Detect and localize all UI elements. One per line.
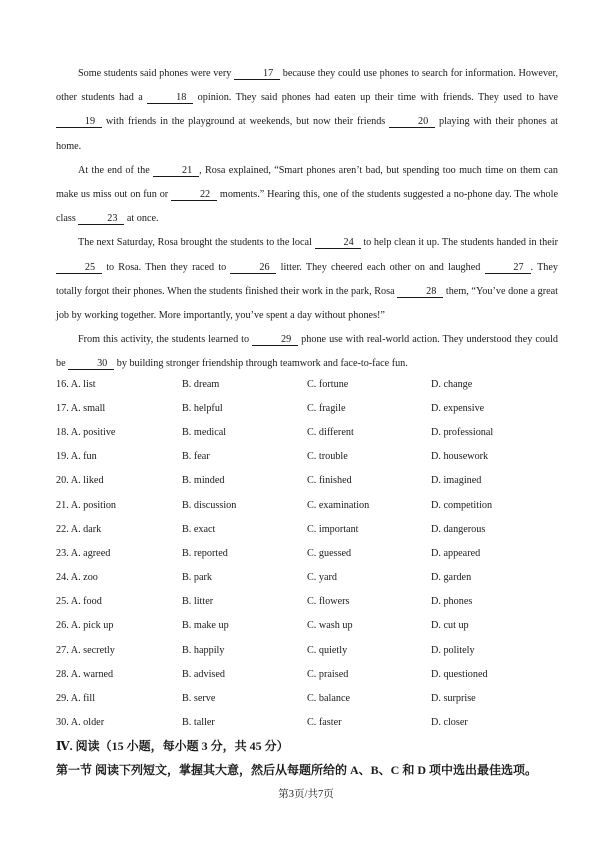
option-choice: B. advised [182,668,226,680]
option-choice: C. yard [307,572,337,584]
answer-options-table [56,372,566,735]
option-choice: B. taller [182,717,215,729]
section-instruction: 第一节 阅读下列短文，掌握其大意，然后从每题所给的 A、B、C 和 D 项中选出最佳选项。 [56,763,538,777]
blank-23: 23 [78,213,124,225]
option-choice: 22. A. dark [56,523,102,535]
option-row [56,711,566,735]
option-choice: C. fragile [307,402,346,414]
option-choice: D. phones [431,596,473,608]
option-choice: B. discussion [182,499,237,511]
passage-text: Some students said phones were very [78,68,235,79]
option-choice: 25. A. food [56,596,102,608]
section-heading: Ⅳ. 阅读（15 小题，每小题 3 分，共 45 分） [56,739,289,753]
passage-text: by building stronger friendship through teamwork and face-to-face fun. [114,358,408,370]
option-choice: D. housework [431,451,489,463]
option-choice: 24. A. zoo [56,572,98,584]
passage-text: at once. [124,213,159,225]
passage-paragraph-1 [56,62,558,159]
option-choice: B. happily [182,644,225,656]
blank-24: 24 [315,237,361,249]
option-row [56,638,566,662]
passage-text: At the end of the [78,164,154,176]
option-row [56,662,566,686]
option-choice: 20. A. liked [56,475,104,487]
option-choice: D. appeared [431,547,481,559]
blank-27: 27 [485,262,531,274]
option-choice: B. dream [182,378,220,390]
blank-30: 30 [68,358,114,370]
passage-text: because they could use phones to search for information. However, other students had a [56,68,559,104]
option-choice: 16. A. list [56,378,96,390]
blank-17: 17 [234,68,280,80]
blank-25: 25 [56,262,102,274]
blank-21: 21 [153,165,199,177]
option-choice: B. serve [182,693,216,705]
option-choice: D. surprise [431,693,476,705]
option-choice: 30. A. older [56,717,105,729]
passage-text: opinion. They said phones had eaten up their time with friends. They used to have [193,92,558,104]
passage-text: to help clean it up. The students handed in their [360,237,558,249]
option-choice: C. fortune [307,378,349,390]
option-row [56,614,566,638]
passage-paragraph-3 [56,231,558,328]
passage-text: playing with their phones at home. [56,116,558,152]
option-row [56,566,566,590]
passage-text: , Rosa explained, “Smart phones aren’t bad, but spending too much time on them can make us miss out on fun or [56,164,558,201]
option-choice: C. trouble [307,451,348,463]
page-number: 第3页/共7页 [278,789,334,800]
option-row [56,686,566,710]
option-row [56,420,566,444]
option-choice: B. fear [182,451,210,463]
option-choice: 27. A. secretly [56,644,115,656]
option-choice: C. important [307,523,359,535]
option-choice: 28. A. warned [56,668,114,680]
option-row [56,493,566,517]
option-choice: D. closer [431,717,468,729]
blank-19: 19 [56,116,102,128]
option-choice: B. litter [182,596,214,608]
passage-text: to Rosa. Then they raced to [102,261,231,273]
option-choice: B. reported [182,547,228,559]
option-choice: D. expensive [431,402,485,414]
option-row [56,396,566,420]
option-choice: C. guessed [307,547,352,559]
option-choice: B. minded [182,475,225,487]
option-choice: D. change [431,378,473,390]
passage-text: them, “You’ve done a great job by working together. More importantly, you’ve spent a day without phones!” [56,285,559,322]
option-row [56,541,566,565]
option-choice: D. garden [431,572,472,584]
option-choice: 29. A. fill [56,693,96,705]
option-choice: B. helpful [182,402,223,414]
option-choice: B. exact [182,523,216,535]
option-choice: D. professional [431,426,494,438]
option-row [56,372,566,396]
option-choice: D. cut up [431,620,469,632]
option-choice: C. different [307,426,354,438]
blank-18: 18 [147,92,193,104]
option-choice: B. make up [182,620,229,632]
option-row [56,469,566,493]
option-choice: C. wash up [307,620,353,632]
passage-text: litter. They cheered each other on and laughed [276,261,485,273]
cloze-passage [56,62,558,377]
passage-text: From this activity, the students learned to [78,334,253,346]
option-choice: D. dangerous [431,523,486,535]
option-choice: B. medical [182,426,227,438]
blank-29: 29 [252,334,298,346]
option-choice: C. quietly [307,644,348,656]
passage-text: The next Saturday, Rosa brought the students to the local [78,237,315,249]
option-row [56,445,566,469]
option-choice: D. politely [431,644,475,656]
option-choice: D. imagined [431,475,482,487]
passage-text: phone use with real-world action. They understood they could be [56,334,558,370]
passage-paragraph-4 [56,328,558,376]
blank-20: 20 [389,116,435,128]
passage-text: . They totally forgot their phones. When the students finished their work in the park, Rosa [56,261,558,297]
option-choice: 26. A. pick up [56,620,114,632]
option-choice: C. praised [307,668,349,680]
blank-22: 22 [171,189,217,201]
option-choice: C. examination [307,499,370,511]
option-choice: 23. A. agreed [56,547,111,559]
option-choice: C. flowers [307,596,350,608]
option-row [56,517,566,541]
passage-paragraph-2 [56,159,558,232]
passage-text: with friends in the playground at weekends, but now their friends [102,116,390,128]
blank-28: 28 [397,286,443,298]
passage-text: moments.” Hearing this, one of the students suggested a no-phone day. The whole class [56,189,558,225]
option-choice: 19. A. fun [56,451,97,463]
option-choice: C. faster [307,717,342,729]
option-row [56,590,566,614]
option-choice: C. finished [307,475,352,487]
option-choice: D. competition [431,499,493,511]
option-choice: 18. A. positive [56,426,116,438]
blank-26: 26 [230,262,276,274]
option-choice: D. questioned [431,668,488,680]
option-choice: C. balance [307,693,350,705]
option-choice: B. park [182,572,212,584]
option-choice: 17. A. small [56,402,106,414]
option-choice: 21. A. position [56,499,117,511]
